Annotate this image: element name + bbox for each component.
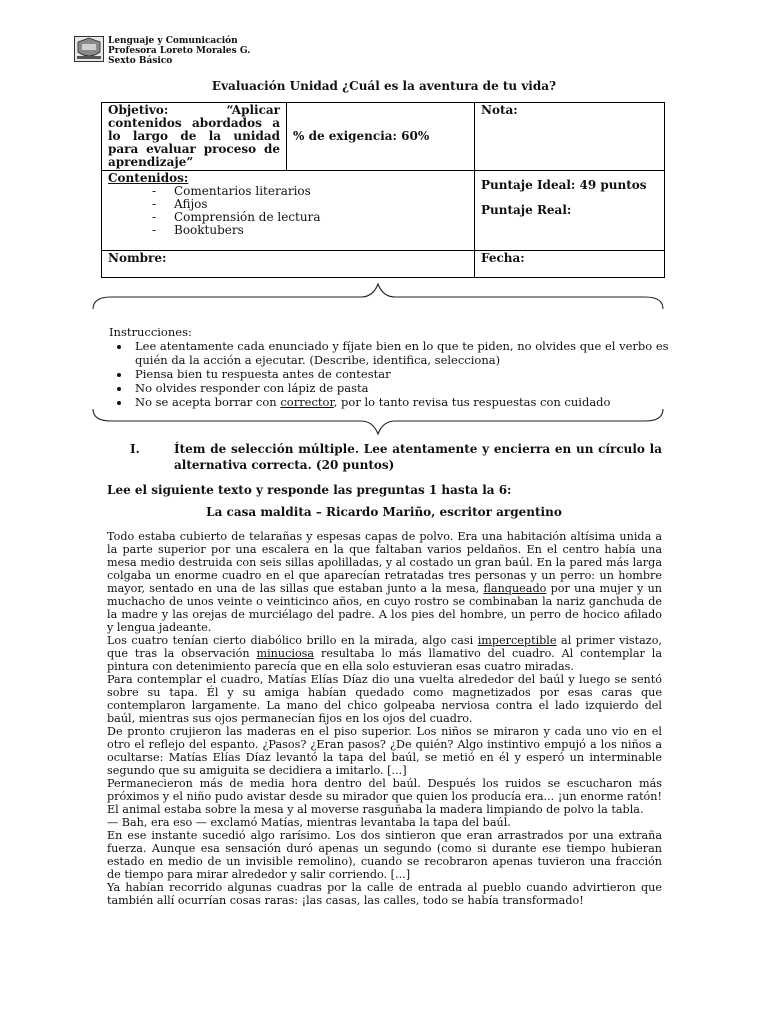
contenido-item: - Booktubers bbox=[152, 224, 468, 237]
teacher-text: Profesora Loreto Morales G. bbox=[108, 46, 251, 56]
story-text-run: Todo estaba cubierto de telarañas y espesas capas de polvo. Era una habitación altísima unida a la parte superior por una escalera en la que faltaban varios peldaños. En el centro había una mesa medio destruida con seis sillas apolilladas, y al costado un gran baúl. En la pared más larga colgaba un enorme cuadro en el que aparecían retratadas tres personas y un perro: un hombre mayor, sentado en una de las sillas que estaban junto a la mesa, bbox=[107, 530, 662, 595]
story-paragraph bbox=[107, 530, 662, 634]
story-text-run: resultaba lo más llamativo del cuadro. Al contemplar la pintura con detenimiento parecía que en ella solo estuvieran esas cuatro miradas. bbox=[107, 647, 662, 673]
puntaje-cell bbox=[475, 171, 665, 251]
instruction-item: • No olvides responder con lápiz de pasta bbox=[131, 381, 669, 395]
flanqueado-word: flanqueado bbox=[483, 582, 547, 595]
instruction-text: , por lo tanto revisa tus respuestas con cuidado bbox=[333, 395, 611, 409]
page-title: Evaluación Unidad ¿Cuál es la aventura de tu vida? bbox=[211, 79, 557, 93]
instruction-item: • Piensa bien tu respuesta antes de contestar bbox=[131, 367, 669, 381]
puntaje-ideal: Puntaje Ideal: 49 puntos bbox=[481, 178, 647, 192]
top-brace-icon bbox=[91, 282, 665, 310]
instruction-text: No se acepta borrar con bbox=[135, 395, 281, 409]
story-paragraph bbox=[107, 634, 662, 673]
story-title: La casa maldita – Ricardo Mariño, escritor argentino bbox=[206, 505, 562, 519]
contenidos-label: Contenidos: bbox=[108, 171, 189, 185]
story-paragraph: Para contemplar el cuadro, Matías Elías Díaz dio una vuelta alrededor del baúl y luego se sentó sobre su tapa. Él y su amiga habían quedado como magnetizados por esas caras que contemplaron largamente. La mano del chico golpeaba nerviosa contra el lado izquierdo del baúl, mientras sus ojos permanecían fijos en los ojos del cuadro. bbox=[107, 673, 662, 725]
subject-text: Lenguaje y Comunicación bbox=[108, 36, 238, 46]
objetivo-label: Objetivo: bbox=[108, 103, 169, 117]
nombre-label: Nombre: bbox=[108, 251, 167, 265]
story-text-run: Los cuatro tenían cierto diabólico brillo en la mirada, algo casi bbox=[107, 634, 478, 647]
nota-label: Nota: bbox=[481, 103, 518, 117]
section-i bbox=[130, 441, 662, 473]
evaluation-info-table bbox=[101, 102, 665, 278]
story-text-run: por una mujer y un muchacho de unos veinte o veinticinco años, en cuyo rostro se combinaban la nariz ganchuda de la madre y las orejas de murciélago del padre. A los pies del hombre, un perro de hocico afilado y lengua jadeante. bbox=[107, 582, 662, 634]
story-text-run: al primer vistazo, que tras la observación bbox=[107, 634, 662, 660]
objetivo-text: “Aplicar contenidos abordados a lo largo de la unidad para evaluar proceso de aprendizaje” bbox=[108, 103, 280, 169]
fecha-cell bbox=[475, 251, 665, 278]
section-number: I. bbox=[130, 442, 140, 456]
instructions-block bbox=[109, 325, 669, 409]
fecha-label: Fecha: bbox=[481, 251, 525, 265]
story-paragraph: En ese instante sucedió algo rarísimo. Los dos sintieron que eran arrastrados por una extraña fuerza. Aunque esa sensación duró apenas un segundo (como si durante ese tiempo hubieran estado en medio de un invisible remolino), cuando se recobraron apenas tuvieron una fracción de tiempo para mirar alrededor y salir corriendo. [...] bbox=[107, 829, 662, 881]
imperceptible-word: imperceptible bbox=[477, 634, 557, 647]
exigencia-cell: % de exigencia: 60% bbox=[287, 103, 475, 171]
minuciosa-word: minuciosa bbox=[256, 647, 315, 660]
nota-cell bbox=[475, 103, 665, 171]
corrector-word: corrector bbox=[280, 395, 334, 409]
contenidos-list bbox=[108, 185, 468, 237]
nombre-cell bbox=[102, 251, 475, 278]
contenido-item: - Afijos bbox=[152, 198, 468, 211]
instruction-item: • Lee atentamente cada enunciado y fíjate bien en lo que te piden, no olvides que el verbo es quién da la acción a ejecutar. (Describe, identifica, selecciona) bbox=[131, 339, 669, 367]
section-text: Ítem de selección múltiple. Lee atentamente y encierra en un círculo la alternativa correcta. (20 puntos) bbox=[174, 442, 662, 472]
school-logo-icon bbox=[74, 36, 104, 62]
puntaje-real: Puntaje Real: bbox=[481, 203, 572, 217]
contenido-item: - Comentarios literarios bbox=[152, 185, 468, 198]
story-paragraph: Permanecieron más de media hora dentro del baúl. Después los ruidos se escucharon más próximos y el niño pudo avistar desde su mirador que quien los producía era... ¡un enorme ratón! El animal estaba sobre la mesa y al moverse rasguñaba la madera limpiando de polvo la tabla. bbox=[107, 777, 662, 816]
contenido-item: - Comprensión de lectura bbox=[152, 211, 468, 224]
school-header bbox=[74, 36, 250, 66]
bottom-brace-icon bbox=[91, 408, 665, 436]
instructions-heading: Instrucciones: bbox=[109, 325, 192, 339]
story-paragraph: — Bah, era eso — exclamó Matías, mientras levantaba la tapa del baúl. bbox=[107, 816, 511, 829]
objetivo-cell bbox=[102, 103, 287, 171]
contenidos-cell bbox=[102, 171, 475, 251]
grade-text: Sexto Básico bbox=[108, 56, 173, 66]
reading-instruction: Lee el siguiente texto y responde las preguntas 1 hasta la 6: bbox=[107, 483, 512, 497]
story-paragraph: Ya habían recorrido algunas cuadras por la calle de entrada al pueblo cuando advirtieron que también allí ocurrían cosas raras: ¡las casas, las calles, todo se había transformado! bbox=[107, 881, 662, 907]
instruction-item bbox=[131, 395, 669, 409]
story-paragraph: De pronto crujieron las maderas en el piso superior. Los niños se miraron y cada uno vio en el otro el reflejo del espanto. ¿Pasos? ¿Eran pasos? ¿De quién? Algo instintivo empujó a los niños a ocultarse: Matías Elías Díaz levantó la tapa del baúl, se metió en él y esperó un interminable segundo que su amiguita se decidiera a imitarlo. [...] bbox=[107, 725, 662, 777]
instructions-list bbox=[109, 339, 669, 409]
story-text bbox=[107, 530, 662, 907]
